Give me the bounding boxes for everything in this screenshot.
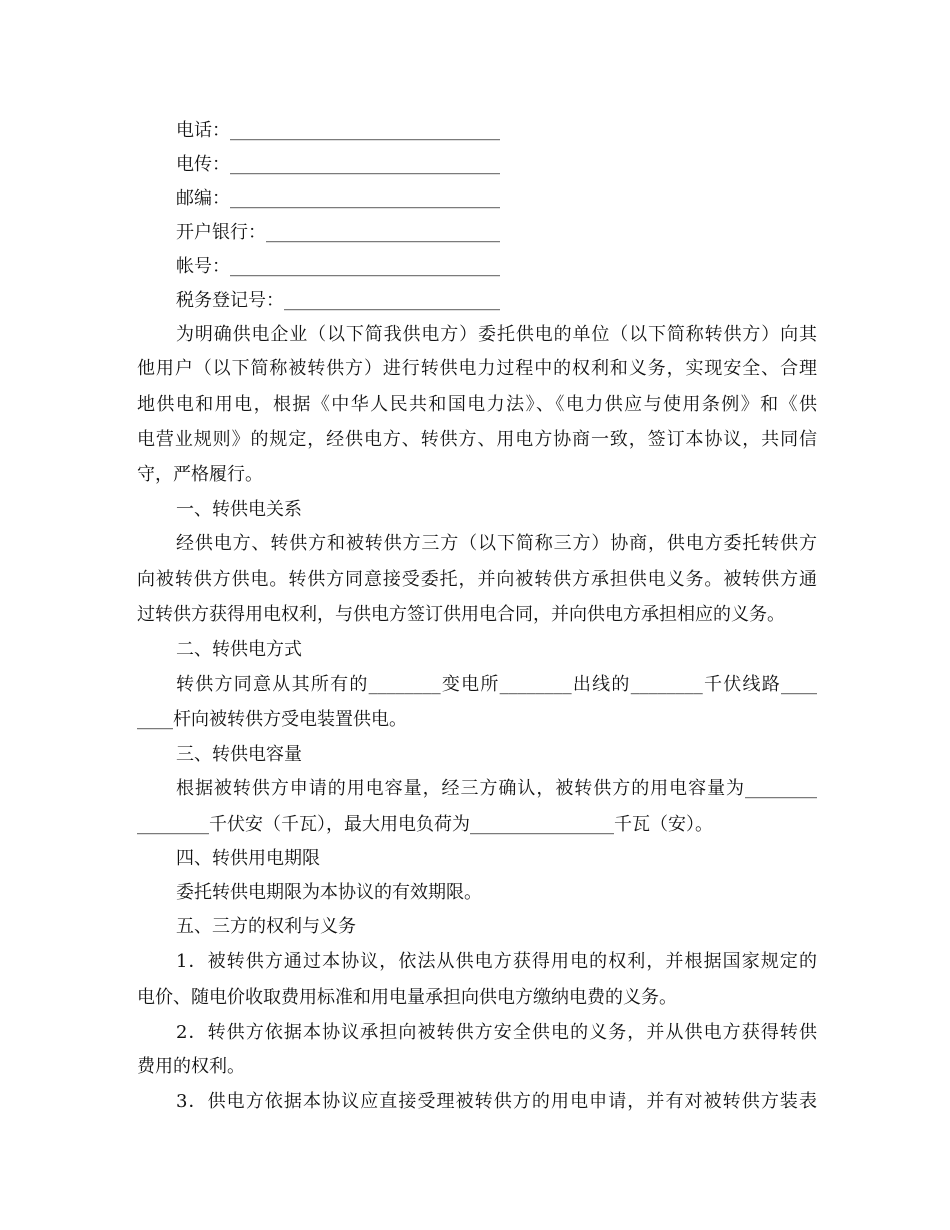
section-heading: 四、转供用电期限 <box>176 848 320 869</box>
paragraph-line: ____杆向被转供方受电装置供电。 <box>137 709 407 730</box>
account-field: 帐号：______________________________ <box>176 256 500 277</box>
paragraph-line: 经供电方、转供方和被转供方三方（以下简称三方）协商，供电方委托转供方 <box>176 533 817 554</box>
paragraph-line: 3．供电方依据本协议应直接受理被转供方的用电申请，并有对被转供方装表 <box>176 1091 817 1112</box>
section-heading: 二、转供电方式 <box>176 639 302 660</box>
paragraph-line: 守，严格履行。 <box>137 464 263 485</box>
paragraph-line: 他用户（以下简称被转供方）进行转供电力过程中的权利和义务，实现安全、合理 <box>137 358 817 379</box>
fax-field: 电传：______________________________ <box>176 154 500 175</box>
bank-field: 开户银行：__________________________ <box>176 222 500 243</box>
postcode-field: 邮编：______________________________ <box>176 188 500 209</box>
paragraph-line: 电营业规则》的规定，经供电方、转供方、用电方协商一致，签订本协议，共同信 <box>137 429 817 450</box>
paragraph-line: 电价、随电价收取费用标准和用电量承担向供电方缴纳电费的义务。 <box>137 987 677 1008</box>
paragraph-line: 转供方同意从其所有的________变电所________出线的________千伏线路____ <box>176 674 817 695</box>
tax-registration-field: 税务登记号：________________________ <box>176 290 500 311</box>
section-heading: 五、三方的权利与义务 <box>176 916 356 937</box>
paragraph-line: ________千伏安（千瓦），最大用电负荷为________________千瓦（安）。 <box>137 814 713 835</box>
paragraph-line: 地供电和用电，根据《中华人民共和国电力法》、《电力供应与使用条例》和《供 <box>137 394 817 415</box>
paragraph-line: 向被转供方供电。转供方同意接受委托，并向被转供方承担供电义务。被转供方通 <box>137 569 817 590</box>
paragraph-line: 2．转供方依据本协议承担向被转供方安全供电的义务，并从供电方获得转供 <box>176 1022 817 1043</box>
phone-field: 电话：______________________________ <box>176 120 500 141</box>
paragraph-line: 为明确供电企业（以下简我供电方）委托供电的单位（以下简称转供方）向其 <box>176 324 817 345</box>
paragraph-line: 1．被转供方通过本协议，依法从供电方获得用电的权利，并根据国家规定的 <box>176 951 817 972</box>
paragraph-line: 根据被转供方申请的用电容量，经三方确认，被转供方的用电容量为________ <box>176 778 817 799</box>
paragraph-line: 过转供方获得用电权利，与供电方签订供用电合同，并向供电方承担相应的义务。 <box>137 604 785 625</box>
section-heading: 三、转供电容量 <box>176 744 302 765</box>
section-heading: 一、转供电关系 <box>176 499 302 520</box>
paragraph-line: 费用的权利。 <box>137 1056 245 1077</box>
paragraph-line: 委托转供电期限为本协议的有效期限。 <box>176 882 482 903</box>
